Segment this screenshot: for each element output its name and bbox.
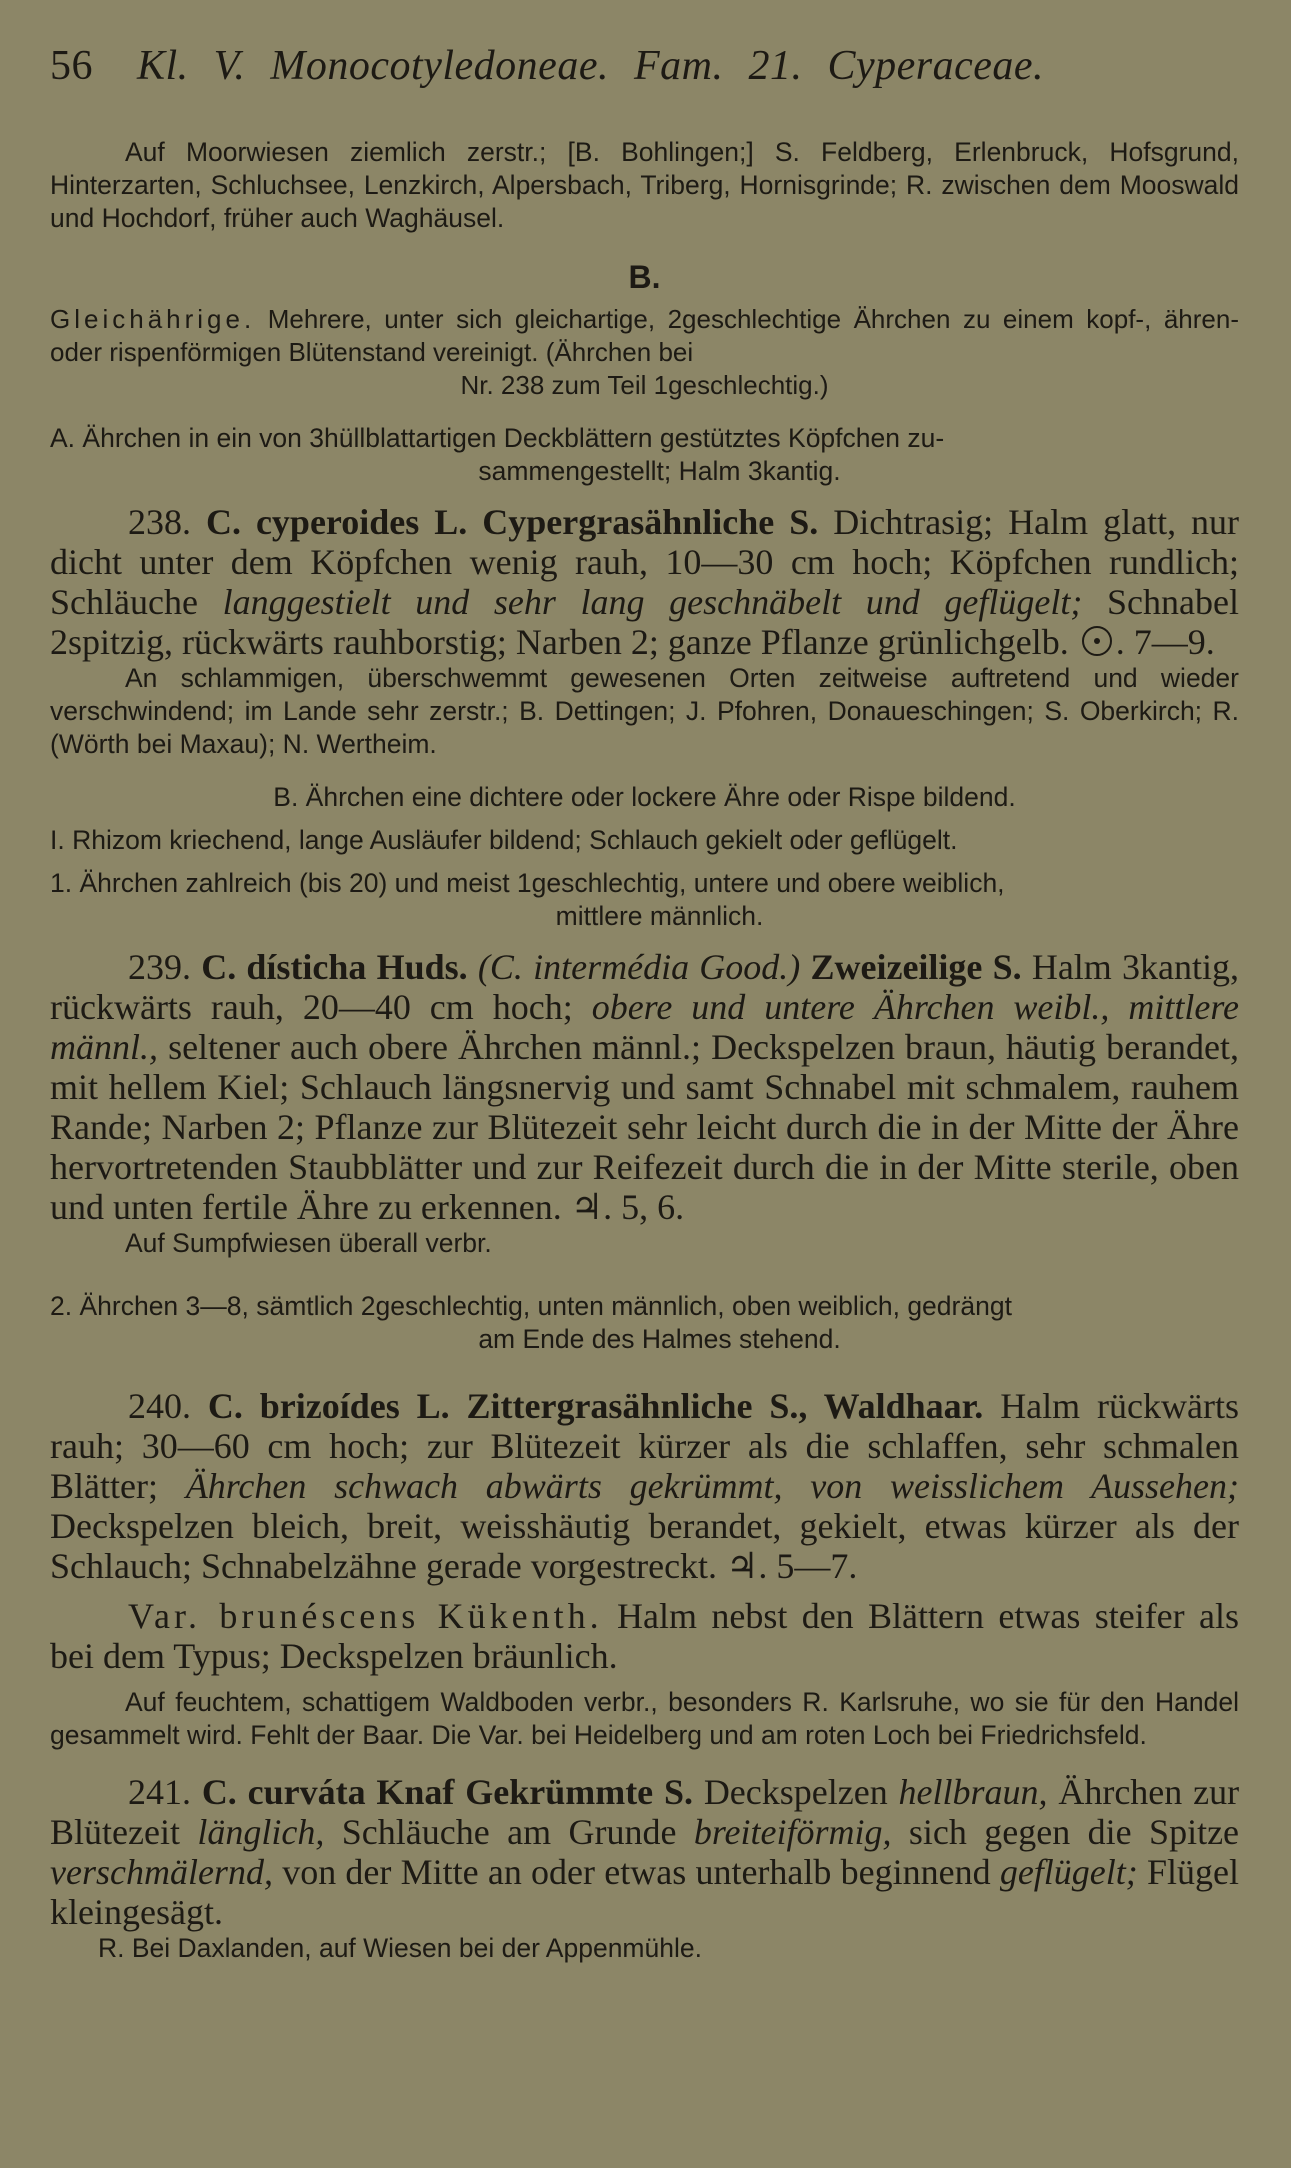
species-239-desc-1: Halm 3kantig, rückwärts rauh, 20—40 cm hoch;: [50, 947, 1239, 1027]
species-238-desc-italic: langgestielt und sehr lang geschnäbelt und geflügelt;: [222, 582, 1083, 622]
species-240-variety-name: Var. brunéscens Kükenth.: [128, 1596, 603, 1636]
page-number: 56: [50, 43, 93, 89]
species-241-locality: R. Bei Daxlanden, auf Wiesen bei der Appenmühle.: [98, 1933, 702, 1963]
species-238-name: C. cyperoides L.: [205, 502, 468, 542]
species-238: 238. C. cyperoides L. Cypergrasähnliche S. Dichtrasig; Halm glatt, nur dicht unter dem Köpfchen wenig rauh, 10—30 cm hoch; Köpfchen rundlich; Schläuche langgestielt und sehr lang geschnäbelt und geflügelt; Schnabel 2spitzig, rückwärts rauhborstig; Narben 2; ganze Pflanze grünlichgelb. . 7—9.: [50, 502, 1240, 662]
species-240-desc-2: Deckspelzen bleich, breit, weisshäutig berandet, gekielt, etwas kürzer als der Schlauch; Schnabelzähne gerade vorgestreckt.: [50, 1506, 1239, 1586]
species-240-period: 5—7.: [776, 1546, 858, 1586]
perennial-symbol-icon: ♃.: [570, 1187, 613, 1227]
species-240-variety-text: Halm nebst den Blättern etwas steifer als bei dem Typus; Deckspelzen bräunlich.: [50, 1596, 1239, 1676]
species-238-locality: An schlammigen, überschwemmt gewesenen Orten zeitweise auftretend und wieder verschwindend; im Lande sehr zerstr.; B. Dettingen; J. Pfohren, Donaueschingen; S. Oberkirch; R. (Wörth bei Maxau); N. Wertheim.: [50, 663, 1239, 759]
species-238-desc-2: Schnabel 2spitzig, rückwärts rauhborstig; Narben 2; ganze Pflanze grünlichgelb.: [50, 582, 1239, 662]
species-241-desc-italic-3: breiteiförmig,: [693, 1812, 892, 1852]
species-241-desc-2: Ährchen zur Blütezeit: [50, 1772, 1240, 1852]
species-238-period: 7—9.: [1133, 622, 1215, 662]
species-239-desc-2: seltener auch obere Ährchen männl.; Deckspelzen braun, häutig berandet, mit hellem Kiel; Schlauch längsnervig und samt Schnabel mit schmalem, rauhem Rande; Narben 2; Pflanze zur Blütezeit sehr leicht durch die in der Mitte der Ähre hervortretenden Staubblätter und zur Reifezeit durch die in der Mitte sterile, oben und unten fertile Ähre zu erkennen.: [50, 1027, 1240, 1227]
species-239-period: 5, 6.: [621, 1187, 685, 1227]
key-1: [50, 867, 1239, 933]
key-1-cont: mittlere männlich.: [555, 901, 764, 931]
species-241-desc-5: von der Mitte an oder etwas unterhalb beginnend: [282, 1852, 991, 1892]
key-i: I. Rhizom kriechend, lange Ausläufer bildend; Schlauch gekielt oder geflügelt.: [50, 825, 958, 855]
species-238-number: 238.: [128, 502, 191, 542]
species-241-name: C. curváta Knaf: [201, 1772, 455, 1812]
species-240-number: 240.: [128, 1386, 191, 1426]
species-238-common: Cypergrasähnliche S.: [482, 502, 819, 542]
species-241: [50, 1772, 1239, 1932]
species-241-desc-italic-2: länglich,: [197, 1812, 325, 1852]
species-239-locality: Auf Sumpfwiesen überall verbr.: [125, 1228, 492, 1258]
species-241-desc-3: Schläuche am Grunde: [341, 1812, 677, 1852]
gleichaehrige-cont: Nr. 238 zum Teil 1geschlechtig.): [460, 370, 829, 400]
species-241-desc-1: Deckspelzen: [703, 1772, 888, 1812]
species-238-desc-1: Dichtrasig; Halm glatt, nur dicht unter dem Köpfchen wenig rauh, 10—30 cm hoch; Köpfchen rundlich; Schläuche: [50, 502, 1240, 622]
species-240: [50, 1386, 1239, 1586]
species-241-desc-4: sich gegen die Spitze: [908, 1812, 1240, 1852]
key-2-cont: am Ende des Halmes stehend.: [478, 1324, 841, 1354]
locality-moorwiesen: Auf Moorwiesen ziemlich zerstr.; [B. Bohlingen;] S. Feldberg, Erlenbruck, Hofsgrund, Hinterzarten, Schluchsee, Lenzkirch, Alpersbach, Triberg, Hornisgrinde; R. zwischen dem Mooswald und Hochdorf, früher auch Waghäusel.: [50, 137, 1239, 233]
species-239-synonym: (C. intermédia Good.): [477, 947, 801, 987]
annual-symbol-icon: [1082, 626, 1112, 656]
section-heading-b: B.: [628, 259, 661, 295]
key-a-text: A. Ährchen in ein von 3hüllblattartigen Deckblättern gestütztes Köpfchen zu-: [50, 423, 945, 453]
species-240-common: Zittergrasähnliche S., Waldhaar.: [466, 1386, 984, 1426]
species-241-desc-6: Flügel kleingesägt.: [50, 1852, 1240, 1932]
species-240-variety: [50, 1596, 1239, 1676]
species-239: [50, 947, 1239, 1227]
perennial-symbol-icon: ♃.: [726, 1546, 768, 1586]
key-2: [50, 1290, 1239, 1356]
species-240-locality: Auf feuchtem, schattigem Waldboden verbr., besonders R. Karlsruhe, wo sie für den Handel gesammelt wird. Fehlt der Baar. Die Var. bei Heidelberg und am roten Loch bei Friedrichsfeld.: [50, 1687, 1239, 1750]
species-241-desc-italic-1: hellbraun,: [898, 1772, 1048, 1812]
gleichaehrige-definition: [50, 303, 1239, 402]
key-2-text: 2. Ährchen 3—8, sämtlich 2geschlechtig, unten männlich, oben weiblich, gedrängt: [50, 1291, 1012, 1321]
species-240-desc-1: Halm rückwärts rauh; 30—60 cm hoch; zur Blütezeit kürzer als die schlaffen, sehr schmalen Blätter;: [50, 1386, 1239, 1506]
species-239-desc-italic: obere und untere Ährchen weibl., mittlere männl.,: [50, 987, 1240, 1067]
species-241-common: Gekrümmte S.: [465, 1772, 693, 1812]
species-240-desc-italic: Ährchen schwach abwärts gekrümmt, von weisslichem Aussehen;: [185, 1466, 1240, 1506]
species-239-common: Zweizeilige S.: [810, 947, 1022, 987]
species-239-number: 239.: [128, 947, 191, 987]
key-a: [50, 422, 1239, 488]
key-b: B. Ährchen eine dichtere oder lockere Ähre oder Rispe bildend.: [273, 782, 1016, 812]
species-241-desc-italic-4: verschmälernd,: [50, 1852, 273, 1892]
species-239-name: C. dísticha Huds.: [201, 947, 468, 987]
gleichaehrige-text: Mehrere, unter sich gleichartige, 2geschlechtige Ährchen zu einem kopf-, ähren- oder rispenförmigen Blütenstand vereinigt. (Ährchen bei: [50, 304, 1239, 367]
running-title: Kl. V. Monocotyledoneae. Fam. 21. Cyperaceae.: [137, 43, 1045, 89]
gleichaehrige-term: Gleichährige.: [50, 304, 256, 334]
species-241-number: 241.: [128, 1772, 191, 1812]
key-a-cont: sammengestellt; Halm 3kantig.: [478, 456, 841, 486]
running-header: [50, 40, 1239, 92]
species-241-desc-italic-5: geflügelt;: [999, 1852, 1138, 1892]
species-240-name: C. brizoídes L.: [207, 1386, 450, 1426]
key-1-text: 1. Ährchen zahlreich (bis 20) und meist 1geschlechtig, untere und obere weiblich,: [50, 868, 1005, 898]
